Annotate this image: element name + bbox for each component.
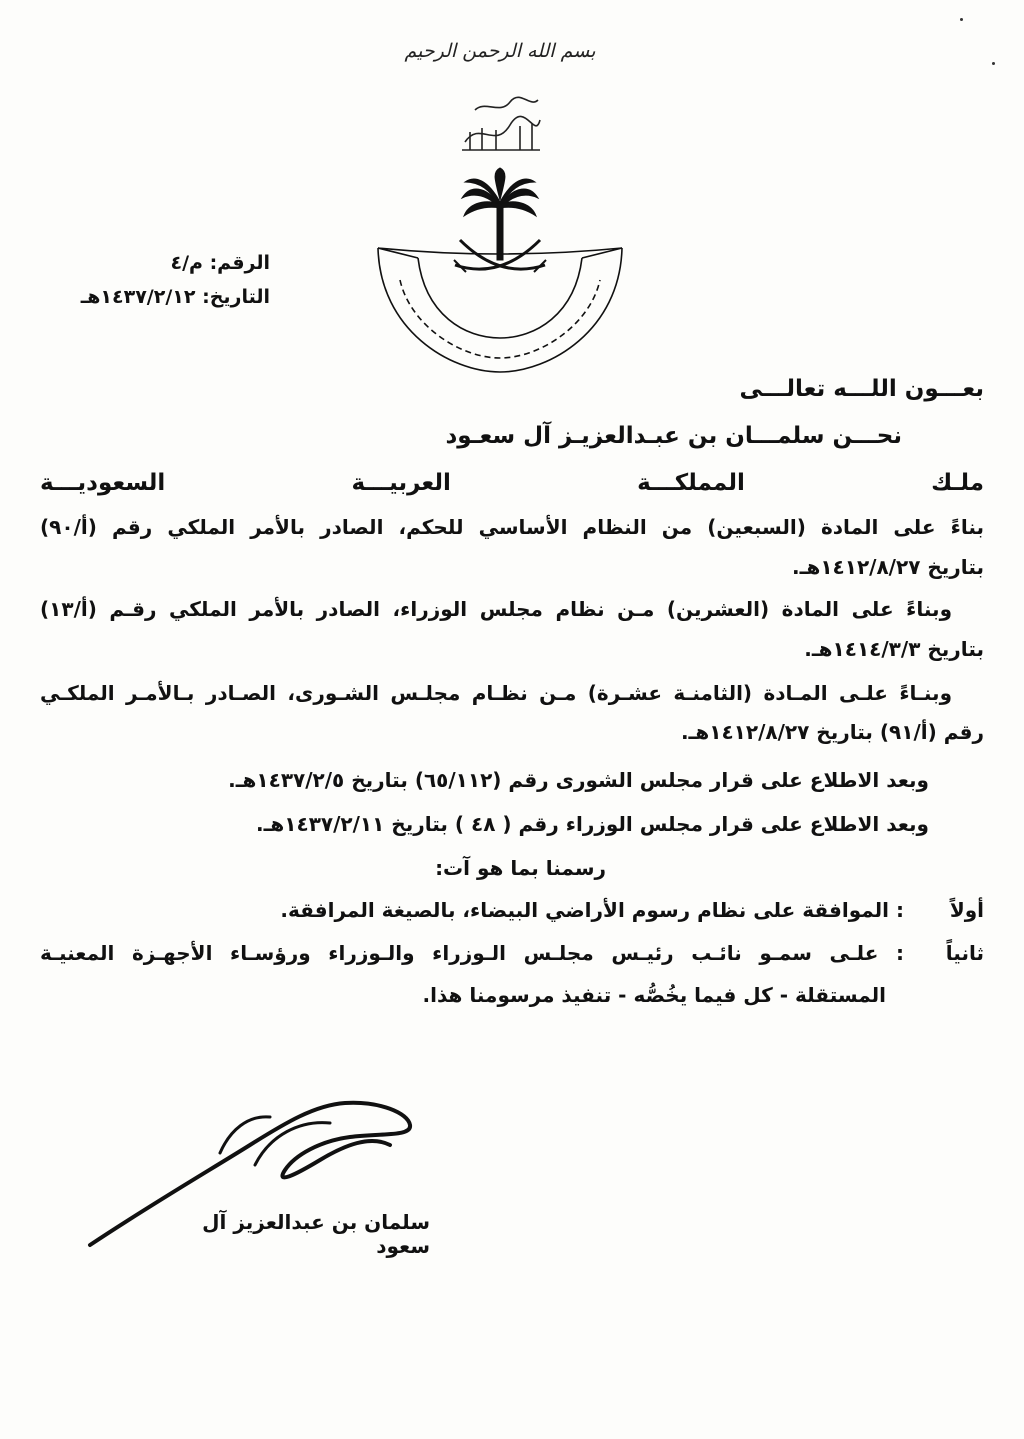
opening-line-1: بعـــون اللـــه تعالـــى <box>739 376 984 402</box>
paragraph-1-line-1: بناءً على المادة (السبعين) من النظام الأساسي للحكم، الصادر بالأمر الملكي رقم (أ/٩٠) <box>40 515 984 539</box>
item-2-text-line-2: المستقلة - كل فيما يخُصُّه - تنفيذ مرسومنا هذا. <box>422 983 886 1007</box>
palm-tree-icon <box>462 168 538 260</box>
scan-speck <box>960 18 963 21</box>
signer-name: سلمان بن عبدالعزيز آل سعود <box>202 1210 430 1258</box>
item-2-text-line-1: : علـى سمـو نائـب رئيـس مجلـس الـوزراء والـوزراء ورؤسـاء الأجهـزة المعنيـة <box>40 941 904 965</box>
reference-date: التاريخ: ١٤٣٧/٢/١٢هـ <box>80 286 270 308</box>
paragraph-1-line-2: بتاريخ ١٤١٢/٨/٢٧هـ. <box>792 555 984 579</box>
opening-line-2: نحـــن سلمـــان بن عبـدالعزيـز آل سعـود <box>445 423 902 449</box>
scan-speck <box>992 62 995 65</box>
review-line-1: وبعد الاطلاع على قرار مجلس الشورى رقم (٦٥/١١٢) بتاريخ ١٤٣٧/٢/٥هـ. <box>228 768 929 792</box>
item-1-text: : الموافقة على نظام رسوم الأراضي البيضاء، بالصيغة المرافقة. <box>280 898 904 922</box>
reference-number: الرقم: م/٤ <box>170 252 270 274</box>
shahada-calligraphy <box>462 97 540 150</box>
paragraph-2-line-2: بتاريخ ١٤١٤/٣/٣هـ. <box>804 637 984 661</box>
paragraph-3-line-1: وبنـاءً علـى المـادة (الثامنـة عشـرة) مـن نظـام مجلـس الشـورى، الصـادر بـالأمـر الملكـي <box>40 681 952 705</box>
paragraph-2-line-1: وبناءً على المادة (العشرين) مـن نظام مجلس الوزراء، الصادر بالأمر الملكي رقـم (أ/١٣) <box>40 597 952 621</box>
basmala: بسم الله الرحمن الرحيم <box>404 40 596 62</box>
saudi-emblem <box>370 80 630 380</box>
review-line-2: وبعد الاطلاع على قرار مجلس الوزراء رقم ( ٤٨ ) بتاريخ ١٤٣٧/٢/١١هـ. <box>255 812 929 836</box>
decree-heading: رسمنا بما هو آت: <box>435 856 606 880</box>
item-2-label: ثانياً <box>945 941 984 965</box>
paragraph-3-line-2: رقم (أ/٩١) بتاريخ ١٤١٢/٨/٢٧هـ. <box>680 720 984 744</box>
emblem-graphic <box>370 80 630 380</box>
item-1-label: أولاً <box>949 898 984 922</box>
opening-line-3: ملـك المملكـــة العربيـــة السعوديـــة <box>40 470 984 496</box>
